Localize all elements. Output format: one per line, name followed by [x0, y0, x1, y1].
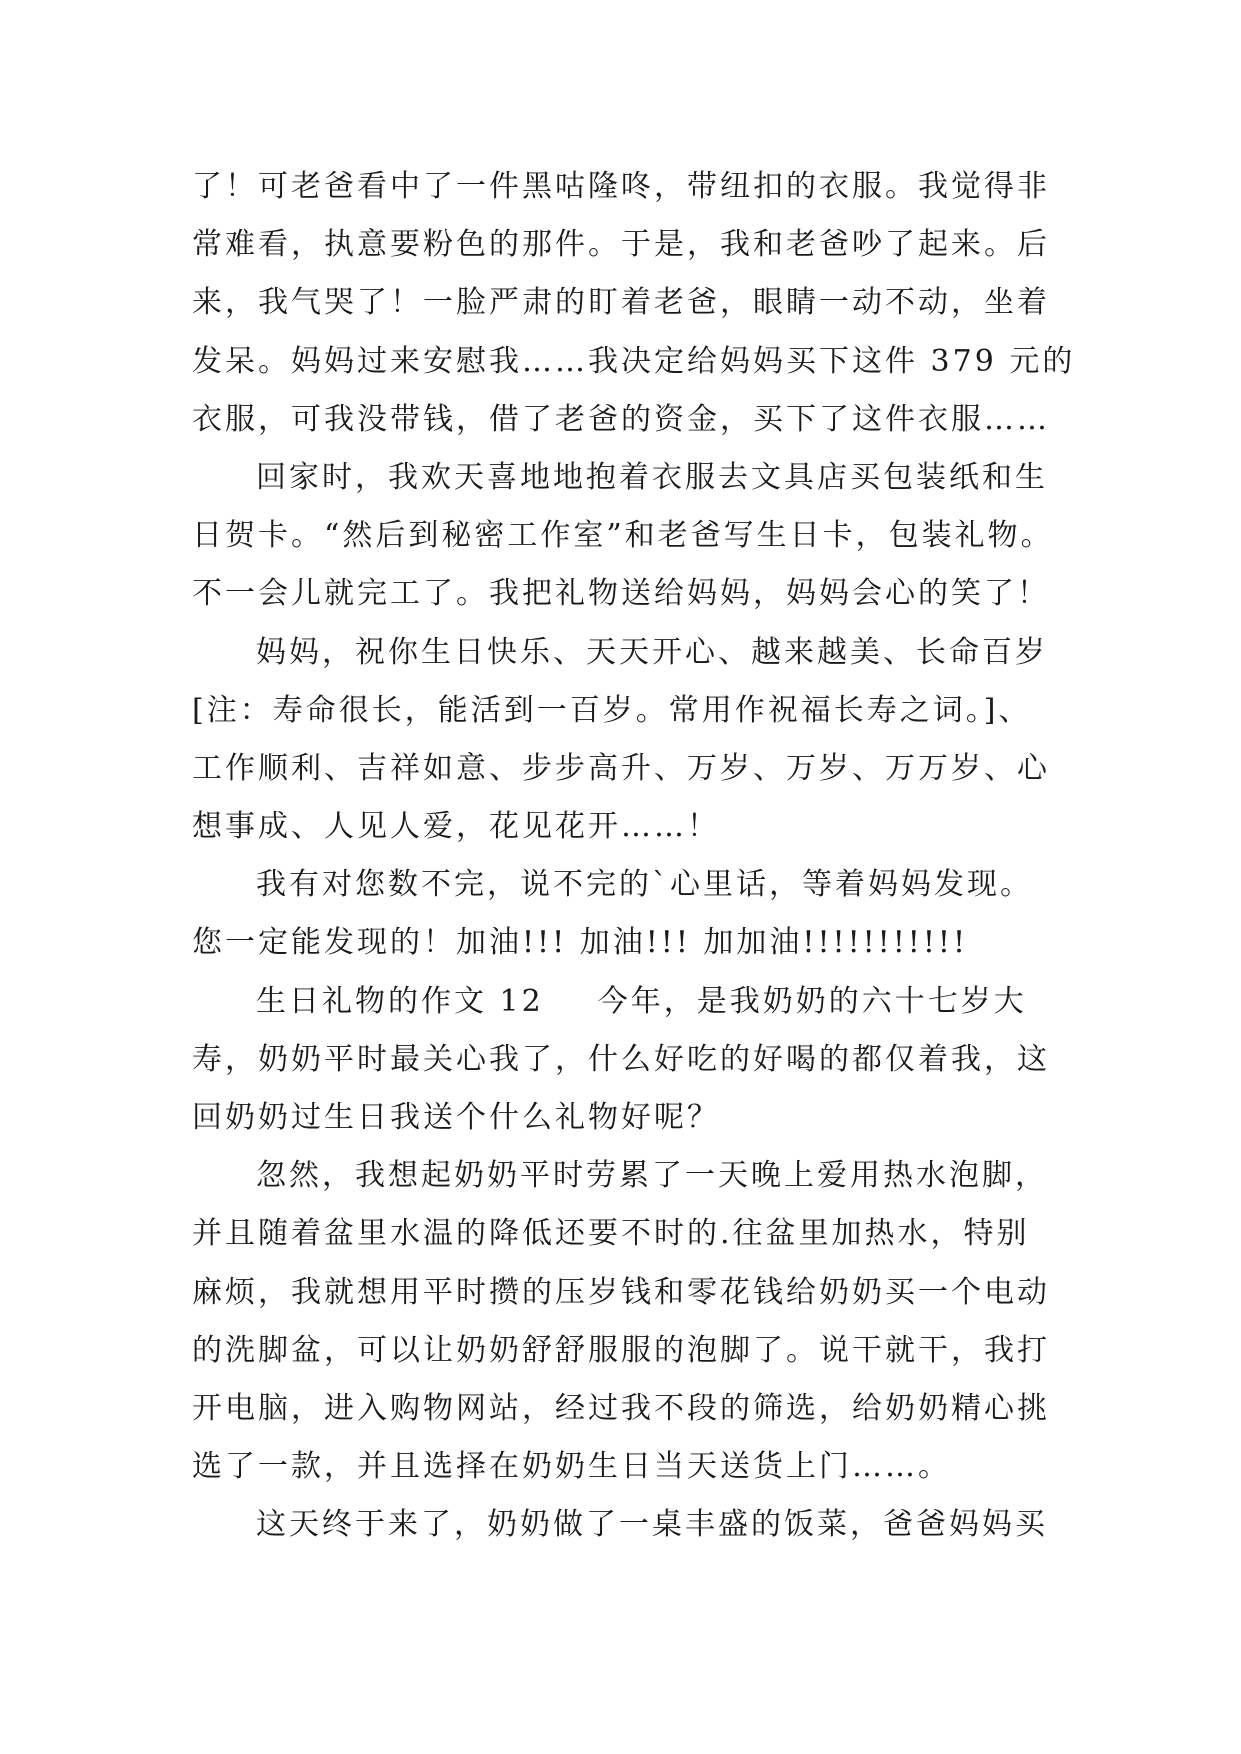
- essay-heading-line: [192, 973, 1072, 1031]
- text-line: 选了一款，并且选择在奶奶生日当天送货上门……。: [192, 1449, 951, 1485]
- text-line: 开电脑，进入购物网站，经过我不段的筛选，给奶奶精心挑: [192, 1390, 1050, 1426]
- paragraph-start-line: 忽然，我想起奶奶平时劳累了一天晚上爱用热水泡脚，: [256, 1158, 1048, 1194]
- text-line: 常难看，执意要粉色的那件。于是，我和老爸吵了起来。后: [192, 227, 1050, 263]
- essay-heading: 生日礼物的作文 12: [256, 983, 544, 1019]
- paragraph-start-line: 回家时，我欢天喜地地抱着衣服去文具店买包装纸和生: [256, 459, 1048, 495]
- paragraph-start-line: 这天终于来了，奶奶做了一桌丰盛的饭菜，爸爸妈妈买: [256, 1507, 1048, 1543]
- text-line: 并且随着盆里水温的降低还要不时的.往盆里加热水，特别: [192, 1216, 1030, 1252]
- paragraph-start-line: 我有对您数不完，说不完的`心里话，等着妈妈发现。: [256, 867, 1033, 903]
- document-body: [192, 158, 1076, 1555]
- text-line: 了！可老爸看中了一件黑咕隆咚，带纽扣的衣服。我觉得非: [192, 169, 1050, 204]
- paragraph-start-line: 妈妈，祝你生日快乐、天天开心、越来越美、长命百岁: [256, 634, 1048, 670]
- text-line: 麻烦，我就想用平时攒的压岁钱和零花钱给奶奶买一个电动: [192, 1274, 1050, 1310]
- text-line: 衣服，可我没带钱，借了老爸的资金，买下了这件衣服……: [192, 401, 1050, 437]
- text-line: 来，我气哭了！一脸严肃的盯着老爸，眼睛一动不动，坐着: [192, 285, 1050, 321]
- text-line: 发呆。妈妈过来安慰我……我决定给妈妈买下这件 379 元的: [192, 343, 1076, 379]
- text-line: 您一定能发现的！加油!!! 加油!!! 加加油!!!!!!!!!!!: [192, 925, 969, 961]
- text-line: [注：寿命很长，能活到一百岁。常用作祝福长寿之词。]、: [192, 692, 1032, 728]
- text-line: 寿，奶奶平时最关心我了，什么好吃的好喝的都仅着我，这: [192, 1041, 1050, 1077]
- text-line: 想事成、人见人爱，花见花开……！: [192, 809, 720, 845]
- text-line: 日贺卡。“然后到秘密工作室”和老爸写生日卡，包装礼物。: [192, 518, 1054, 554]
- essay-opening-text: 今年，是我奶奶的六十七岁大: [597, 983, 1027, 1019]
- text-line: 回奶奶过生日我送个什么礼物好呢？: [192, 1100, 720, 1135]
- text-line: 不一会儿就完工了。我把礼物送给妈妈，妈妈会心的笑了！: [192, 576, 1050, 612]
- text-line: 工作顺利、吉祥如意、步步高升、万岁、万岁、万万岁、心: [192, 750, 1050, 786]
- text-line: 的洗脚盆，可以让奶奶舒舒服服的泡脚了。说干就干，我打: [192, 1332, 1050, 1368]
